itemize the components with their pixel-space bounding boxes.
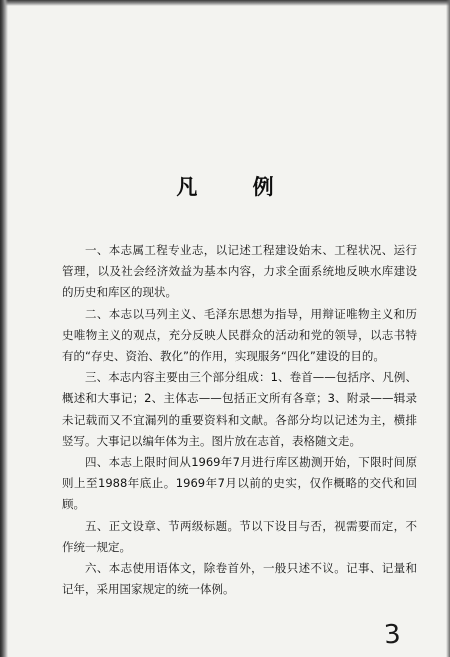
body-text: [62, 240, 417, 600]
paragraph-2: 二、本志以马列主义、毛泽东思想为指导，用辩证唯物主义和历史唯物主义的观点，充分反映人民群众的活动和党的领导，以志书特有的“存史、资治、教化”的作用，实现服务“四化”建设的目的。: [62, 306, 417, 364]
paragraph-6: 六、本志使用语体文，除卷首外，一般只述不议。记事、记量和记年，采用国家规定的统一体例。: [62, 561, 417, 597]
paragraph-4: 四、本志上限时间从1969年7月进行库区勘测开始，下限时间原则上至1988年底止。1969年7月以前的史实，仅作概略的交代和回顾。: [62, 455, 417, 512]
scan-edge-left: [0, 0, 8, 657]
paragraph-5: 五、正文设章、节两级标题。节以下设目与否，视需要而定，不作统一规定。: [62, 518, 417, 554]
scan-edge-right: [446, 0, 450, 657]
page-title: 凡 例: [176, 175, 298, 199]
page-number: 3: [382, 619, 402, 651]
paragraph-1: 一、本志属工程专业志，以记述工程建设始末、工程状况、运行管理，以及社会经济效益为基本内容，力求全面系统地反映水库建设的历史和库区的现状。: [62, 243, 417, 300]
scan-edge-top: [0, 0, 450, 6]
paragraph-3: 三、本志内容主要由三个部分组成：1、卷首——包括序、凡例、概述和大事记；2、主体志——包括正文所有各章；3、附录——辑录未记载而又不宜漏列的重要资料和文献。各部分均以记述为主，横排竖写。大事记以编年体为主。图片放在志首，表格随文走。: [62, 370, 417, 448]
